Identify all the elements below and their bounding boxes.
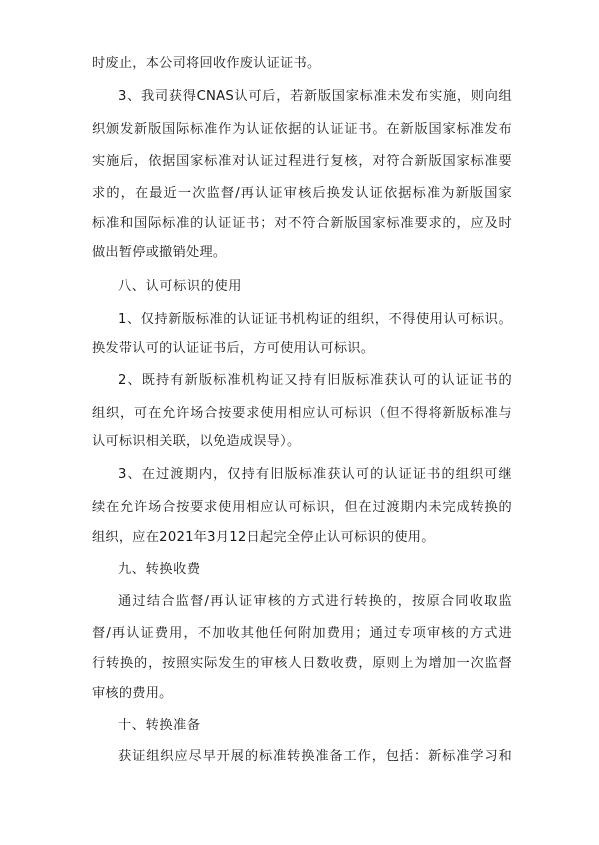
section-heading: 九、转换收费 bbox=[118, 562, 201, 577]
paragraph-line: 做出暂停或撤销处理。 bbox=[92, 245, 227, 260]
paragraph-line: 标准和国际标准的认证证书；对不符合新版国家标准要求的，应及时 bbox=[92, 216, 512, 231]
paragraph-line: 续在允许场合按要求使用相应认可标识，但在过渡期内未完成转换的 bbox=[92, 500, 512, 515]
paragraph-line: 求的，在最近一次监督/再认证审核后换发认证依据标准为新版国家 bbox=[92, 186, 512, 201]
paragraph-line: 3、在过渡期内，仅持有旧版标准获认可的认证证书的组织可继 bbox=[118, 467, 512, 482]
text-line: 时废止，本公司将回收作废认证证书。 bbox=[92, 56, 321, 71]
paragraph-line: 换发带认可的认证证书后，方可使用认可标识。 bbox=[92, 341, 375, 356]
paragraph-line: 织颁发新版国际标准作为认证依据的认证证书。在新版国家标准发布 bbox=[92, 122, 512, 137]
section-heading: 八、认可标识的使用 bbox=[118, 279, 243, 294]
paragraph-line: 2、既持有新版标准机构证又持有旧版标准获认可的认证证书的 bbox=[118, 373, 512, 388]
paragraph-line: 行转换的，按照实际发生的审核人日数收费，原则上为增加一次监督 bbox=[92, 656, 512, 671]
paragraph-line: 1、仅持新版标准的认证证书机构证的组织，不得使用认可标识。 bbox=[118, 312, 512, 327]
section-heading: 十、转换准备 bbox=[118, 718, 201, 733]
paragraph-line: 组织，应在2021年3月12日起完全停止认可标识的使用。 bbox=[92, 530, 435, 545]
paragraph-line: 通过结合监督/再认证审核的方式进行转换的，按原合同收取监 bbox=[118, 594, 512, 609]
paragraph-line: 审核的费用。 bbox=[92, 686, 173, 701]
paragraph-line: 组织，可在允许场合按要求使用相应认可标识（但不得将新版标准与 bbox=[92, 406, 512, 421]
paragraph-line: 3、我司获得CNAS认可后，若新版国家标准未发布实施，则向组 bbox=[118, 89, 512, 104]
paragraph-line: 获证组织应尽早开展的标准转换准备工作，包括：新标准学习和 bbox=[118, 749, 512, 764]
paragraph-line: 督/再认证费用，不加收其他任何附加费用；通过专项审核的方式进 bbox=[92, 626, 512, 641]
paragraph-line: 认可标识相关联，以免造成误导）。 bbox=[92, 434, 301, 449]
paragraph-line: 实施后，依据国家标准对认证过程进行复核，对符合新版国家标准要 bbox=[92, 154, 512, 169]
